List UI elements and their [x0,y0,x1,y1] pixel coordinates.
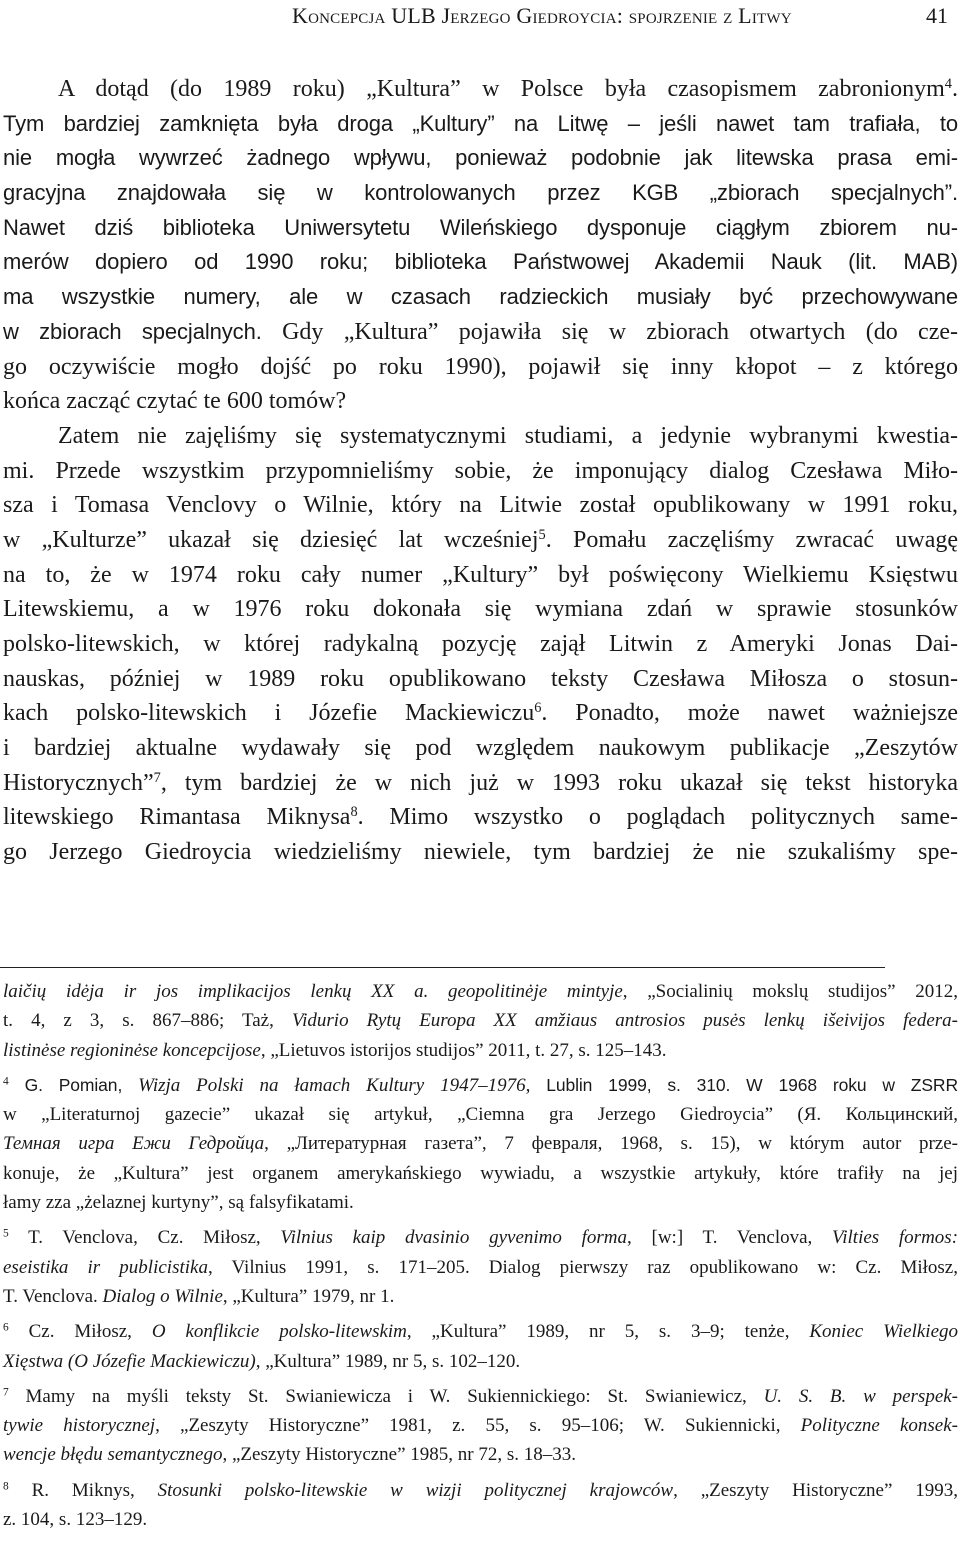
text-line: Nawet dziś biblioteka Uniwersytetu Wileńskiego dysponuje ciągłym zbiorem nu- [3,214,958,240]
main-text [3,72,958,870]
footnote-line: listinėse regioninėse koncepcijose, „Lietuvos istorijos studijos” 2011, t. 27, s. 125–143. [3,1039,667,1061]
footnote-line: wencje błędu semantycznego, „Zeszyty Historyczne” 1985, nr 72, s. 18–33. [3,1444,577,1466]
footnote-line: Xięstwa (O Józefie Mackiewiczu), „Kultura” 1989, nr 5, s. 102–120. [3,1350,521,1372]
footnote-ref: 5 [538,527,546,544]
footnote-ref: 4 [944,76,952,93]
footnote-line: Темная игра Ежи Гедройца, „Литературная газета”, 7 февраля, 1968, s. 15), w którym autor prze- [3,1133,959,1155]
text-line: końca zacząć czytać te 600 tomów? [3,388,347,415]
footnote-separator [0,967,885,968]
footnote-5: $^5$ T. Venclova, Cz. Miłosz, Vilnius kaip dvasinio gyvenimo forma, [w:] T. Venclova, Vilties formos: [3,1227,959,1249]
text-line: Historycznych”$^7$, tym bardziej że w nich już w 1993 roku ukazał się tekst historyka [3,769,958,796]
footnote-ref: 8 [350,804,358,821]
footnote-ref: 6 [534,700,542,717]
footnote-line: eseistika ir publicistika, Vilnius 1991, s. 171–205. Dialog pierwszy raz opublikowano w: Cz. Miłosz, [3,1256,958,1278]
footnote-4: $^4$ G. Pomian, Wizja Polski na łamach Kultury 1947–1976, Lublin 1999, s. 310. W 1968 roku w ZSRR [3,1074,959,1096]
text-line: Litewskiemu, a w 1976 roku dokonała się wymiana zdań w sprawie stosunków [3,596,958,623]
page-number: 41 [926,3,948,28]
text-line: go oczywiście mogło dojść po roku 1990), pojawił się inny kłopot – z którego [3,353,958,380]
footnotes [3,977,958,1534]
text-line: w „Kulturze” ukazał się dziesięć lat wcześniej$^5$. Pomału zaczęliśmy zwracać uwagę [3,526,959,553]
text-line: nie mogła wywrzeć żadnego wpływu, ponieważ podobnie jak litewska prasa emi- [3,145,958,171]
footnote-7: $^7$ Mamy na myśli teksty St. Swianiewicza i W. Sukiennickiego: St. Swianiewicz, U. S. B. w perspek- [3,1385,959,1407]
footnote-line: z. 104, s. 123–129. [3,1509,148,1531]
footnote-line: w „Literaturnoj gazecie” ukazał się artykuł, „Ciemna gra Jerzego Giedroycia” (Я. Кольцинский, [3,1104,958,1126]
text-line: merów dopiero od 1990 roku; biblioteka Państwowej Akademii Nauk (lit. MAB) [3,249,958,275]
text-line: go Jerzego Giedroycia wiedzieliśmy niewiele, tym bardziej że nie szukaliśmy spe- [3,839,958,866]
footnote-line: T. Venclova. Dialog o Wilnie, „Kultura” 1979, nr 1. [3,1285,395,1307]
text-line: ma wszystkie numery, ale w czasach radzieckich musiały być przechowywane [3,284,958,310]
text-line: Tym bardziej zamknięta była droga „Kultury” na Litwę – jeśli nawet tam trafiała, to [3,110,958,136]
text-line: A dotąd (do 1989 roku) „Kultura” w Polsce była czasopismem zabronionym$^4$. [58,76,958,102]
footnote-ref: 7 [153,769,161,786]
text-line: w zbiorach specjalnych. Gdy „Kultura” pojawiła się w zbiorach otwartych (do cze- [3,318,958,345]
text-line: i bardziej aktualne wydawały się pod względem naukowym publikacje „Zeszytów [3,735,958,762]
text-line: sza i Tomasa Venclovy o Wilnie, który na Litwie został opublikowany w 1991 roku, [3,492,958,519]
footnote-line: konuje, że „Kultura” jest organem amerykańskiego wywiadu, a wszystkie artykuły, które trafiły na jej [3,1162,958,1184]
running-title: Koncepcja ULB Jerzego Giedroycia: spojrzenie z Litwy [292,3,792,28]
text-line: litewskiego Rimantasa Miknysa$^8$. Mimo wszystko o poglądach politycznych same- [3,804,958,831]
text-line: Zatem nie zajęliśmy się systematycznymi studiami, a jedynie wybranymi kwestia- [58,422,958,449]
footnote-line: t. 4, z 3, s. 867–886; Taż, Vidurio Rytų Europa XX amžiaus antrosios pusės lenkų išeivijos federa- [3,1010,959,1032]
footnote-line: łamy zza „żelaznej kurtyny”, są falsyfikatami. [3,1192,354,1214]
text-line: mi. Przede wszystkim przypomnieliśmy sobie, że imponujący dialog Czesława Miło- [3,457,959,484]
running-header [0,0,960,34]
text-line: kach polsko-litewskich i Józefie Mackiewiczu$^6$. Ponadto, może nawet ważniejsze [3,700,958,727]
footnote-8: $^8$ R. Miknys, Stosunki polsko-litewskie w wizji politycznej krajowców, „Zeszyty Historyczne” 1993, [3,1479,959,1501]
text-line: na to, że w 1974 roku cały numer „Kultury” był poświęcony Wielkiemu Księstwu [3,561,958,588]
text-line: polsko-litewskich, w której radykalną pozycję zajął Litwin z Ameryki Jonas Dai- [3,631,958,657]
text-line: gracyjna znajdowała się w kontrolowanych przez KGB „zbiorach specjalnych”. [3,180,958,206]
footnote-6: $^6$ Cz. Miłosz, O konflikcie polsko-litewskim, „Kultura” 1989, nr 5, s. 3–9; tenże, Koniec Wielkiego [3,1321,959,1343]
footnote-line: laičių idėja ir jos implikacijos lenkų XX a. geopolitinėje mintyje, „Socialinių mokslų studijos” 2012, [3,981,958,1002]
footnote-line: tywie historycznej, „Zeszyty Historyczne” 1981, z. 55, s. 95–106; W. Sukiennicki, Polityczne konsek- [3,1415,959,1437]
text-line: nauskas, później w 1989 roku opublikowano teksty Czesława Miłosza o stosun- [3,665,958,692]
